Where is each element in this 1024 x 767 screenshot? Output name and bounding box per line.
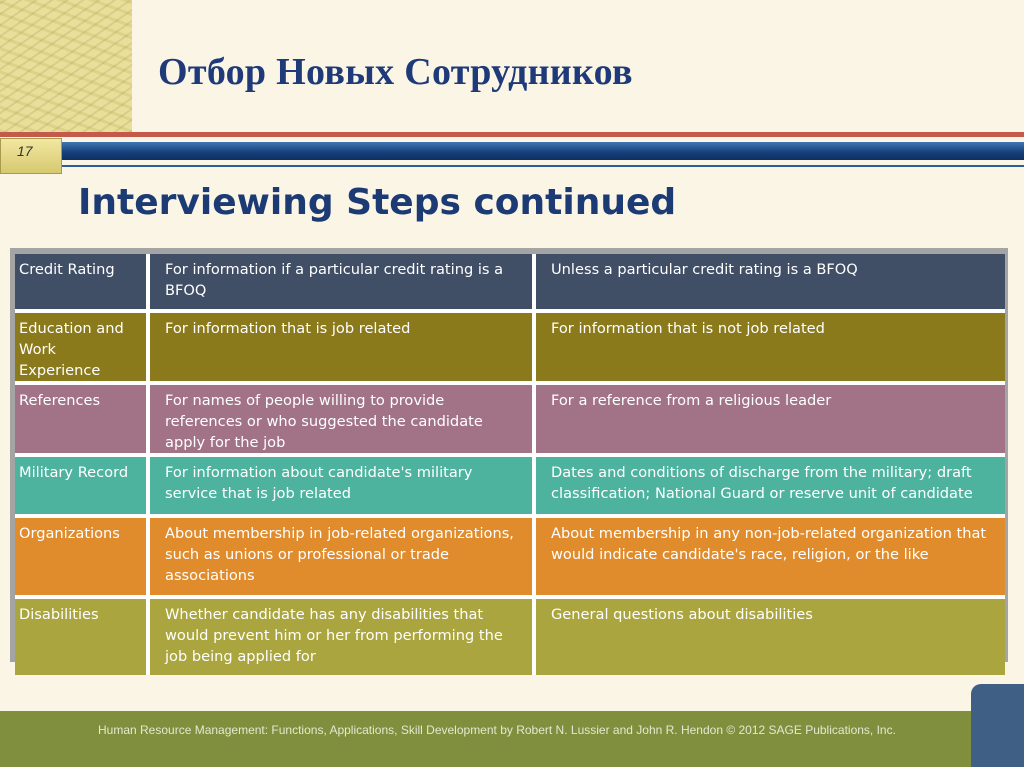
slide-heading: Interviewing Steps continued xyxy=(78,182,677,223)
footer-citation: Human Resource Management: Functions, Applications, Skill Development by Robert N. Lussier and John R. Hendon © 2012 SAGE Publications, Inc. xyxy=(98,723,896,737)
table-row xyxy=(15,254,1005,313)
table-cell-cannot-ask: General questions about disabilities xyxy=(536,599,1005,675)
table-cell-cannot-ask: For a reference from a religious leader xyxy=(536,385,1005,457)
table-cell-can-ask: For information if a particular credit rating is a BFOQ xyxy=(150,254,536,313)
slide-title: Отбор Новых Сотрудников xyxy=(158,51,633,93)
page-number: 17 xyxy=(0,138,62,174)
table-cell-can-ask: Whether candidate has any disabilities that would prevent him or her from performing the job being applied for xyxy=(150,599,536,675)
table-cell-cannot-ask: About membership in any non-job-related organization that would indicate candidate's race, religion, or the like xyxy=(536,518,1005,599)
table-cell-can-ask: For information about candidate's military service that is job related xyxy=(150,457,536,518)
table-cell-topic: Disabilities xyxy=(15,599,150,675)
table-cell-cannot-ask: Dates and conditions of discharge from the military; draft classification; National Guard or reserve unit of candidate xyxy=(536,457,1005,518)
table-row xyxy=(15,385,1005,457)
table-cell-cannot-ask: For information that is not job related xyxy=(536,313,1005,385)
table-row xyxy=(15,457,1005,518)
table-cell-can-ask: For information that is job related xyxy=(150,313,536,385)
table-cell-topic: References xyxy=(15,385,150,457)
table-row xyxy=(15,518,1005,599)
table-cell-topic: Education and Work Experience xyxy=(15,313,150,385)
table-cell-topic: Organizations xyxy=(15,518,150,599)
table-cell-cannot-ask: Unless a particular credit rating is a BFOQ xyxy=(536,254,1005,313)
interview-steps-table xyxy=(15,254,1005,675)
table-row xyxy=(15,599,1005,675)
table-cell-topic: Military Record xyxy=(15,457,150,518)
footer-corner-tab xyxy=(971,684,1024,767)
table-cell-can-ask: For names of people willing to provide references or who suggested the candidate apply for the job xyxy=(150,385,536,457)
table-cell-topic: Credit Rating xyxy=(15,254,150,313)
table-cell-can-ask: About membership in job-related organizations, such as unions or professional or trade associations xyxy=(150,518,536,599)
interview-table-container xyxy=(10,248,1008,665)
header-band xyxy=(0,132,1024,170)
footer-bar xyxy=(0,711,1024,767)
corner-decoration xyxy=(0,0,132,132)
table-row xyxy=(15,313,1005,385)
